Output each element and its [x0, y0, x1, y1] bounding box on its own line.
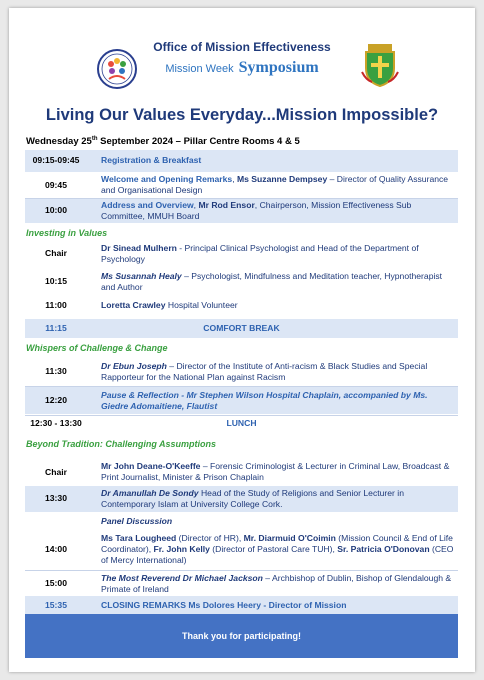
- mission-week-label: Mission Week: [165, 63, 234, 75]
- mission-week-subtitle: [9, 59, 475, 77]
- row-text: LUNCH: [226, 418, 257, 428]
- section-whispers: Whispers of Challenge & Change: [26, 343, 168, 353]
- agenda-row-chair-1: Chair Dr Sinead Mulhern - Principal Clinical Psychologist and Head of the Department of Psychology: [25, 242, 458, 266]
- agenda-row-address: 10:00 Address and Overview, Mr Rod Ensor, Chairperson, Mission Effectiveness Sub Committee, MMUH Board: [25, 199, 458, 223]
- row-text: Registration & Breakfast: [101, 155, 202, 165]
- row-time: Chair: [45, 467, 67, 477]
- agenda-row-1500: 15:00 The Most Reverend Dr Michael Jackson – Archbishop of Dublin, Bishop of Glendalough & Primate of Ireland: [25, 571, 458, 597]
- row-text: COMFORT BREAK: [203, 323, 280, 333]
- agenda-row-closing: [25, 596, 458, 614]
- agenda-row-1330: 13:30 Dr Amanullah De Sondy Head of the Study of Religions and Senior Lecturer in Contemporary Islam at University College Cork.: [25, 486, 458, 512]
- office-title: Office of Mission Effectiveness: [153, 40, 331, 54]
- main-title: Living Our Values Everyday...Mission Impossible?: [45, 106, 439, 124]
- agenda-row-lunch: [25, 417, 458, 431]
- row-time: 12:20: [45, 395, 67, 405]
- agenda-row-1100: 11:00 Loretta Crawley Hospital Volunteer: [25, 299, 458, 313]
- row-time: 10:00: [45, 205, 67, 215]
- agenda-row-chair-2: Chair Mr John Deane-O'Keeffe – Forensic Criminologist & Lecturer in Criminal Law, Broadcast & Print Journalist, Minister & Prison Chaplain: [25, 458, 458, 486]
- crest-icon: [360, 42, 400, 88]
- section-beyond-tradition: Beyond Tradition: Challenging Assumptions: [26, 439, 217, 449]
- section-investing-in-values: Investing in Values: [26, 228, 108, 238]
- row-text: CLOSING REMARKS Ms Dolores Heery - Director of Mission: [101, 600, 347, 610]
- thank-you-banner: Thank you for participating!: [25, 614, 458, 658]
- panel-discussion-label: Panel Discussion: [101, 516, 173, 526]
- row-time: 09:15-09:45: [32, 155, 80, 165]
- symposium-label: Symposium: [238, 59, 319, 76]
- row-text: Pause & Reflection - Mr Stephen Wilson Hospital Chaplain, accompanied by Ms. Giedre Adomaitiene, Flautist: [101, 390, 428, 411]
- row-time: 11:15: [45, 323, 67, 333]
- agenda-row-registration: [25, 150, 458, 172]
- agenda-row-1400: 14:00 Ms Tara Lougheed (Director of HR), Mr. Diarmuid O'Coimin (Mission Council & End of Life Coordinator), Fr. John Kelly (Director of Pastoral Care TUH), Sr. Patricia O'Donovan (CEO of Mercy International): [25, 531, 458, 567]
- date-line: Wednesday 25th September 2024 – Pillar Centre Rooms 4 & 5: [26, 136, 300, 148]
- row-time: 11:00: [45, 300, 67, 310]
- row-time: 10:15: [45, 276, 67, 286]
- row-divider: [25, 415, 458, 416]
- agenda-row-1220: [25, 387, 458, 414]
- header: [9, 8, 475, 78]
- row-time: 15:35: [45, 600, 67, 610]
- row-time: 14:00: [45, 544, 67, 554]
- agenda-row-1130: 11:30 Dr Ebun Joseph – Director of the Institute of Anti-racism & Black Studies and Special Rapporteur for the National Plan against Racism: [25, 358, 458, 386]
- row-time: 12:30 - 13:30: [30, 418, 82, 428]
- row-time: 15:00: [45, 578, 67, 588]
- row-time: 13:30: [45, 493, 67, 503]
- row-time: Chair: [45, 248, 67, 258]
- agenda-row-panel-label: [25, 515, 458, 529]
- agenda-row-comfort-break: [25, 319, 458, 338]
- agenda-page: [9, 8, 475, 672]
- agenda-row-welcome: 09:45 Welcome and Opening Remarks, Ms Suzanne Dempsey – Director of Quality Assurance and Organisational Design: [25, 172, 458, 198]
- row-time: 09:45: [45, 180, 67, 190]
- row-time: 11:30: [45, 366, 67, 376]
- agenda-row-1015: 10:15 Ms Susannah Healy – Psychologist, Mindfulness and Meditation teacher, Hypnotherapist and Author: [25, 270, 458, 294]
